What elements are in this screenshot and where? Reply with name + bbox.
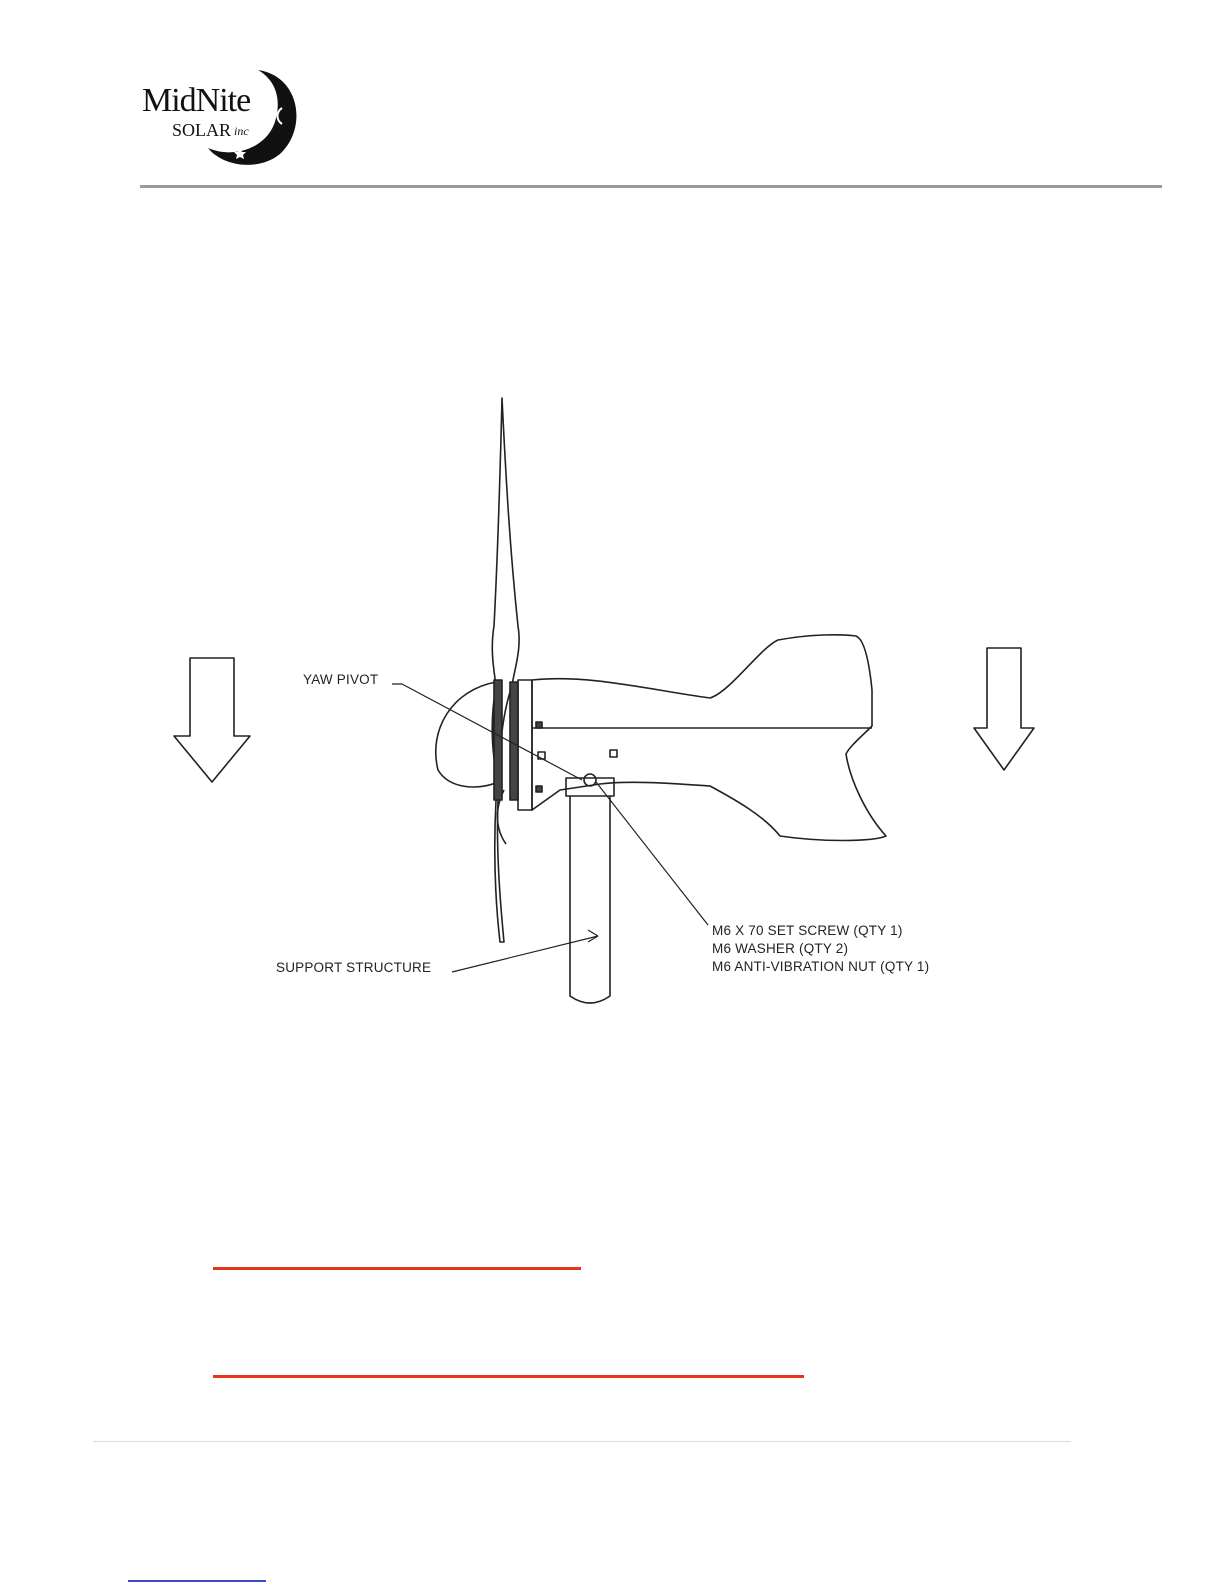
nose-cone bbox=[436, 682, 498, 787]
red-underline-2 bbox=[213, 1375, 804, 1378]
hardware-line-1: M6 X 70 SET SCREW (QTY 1) bbox=[712, 923, 903, 938]
left-arrow-icon bbox=[174, 658, 250, 782]
right-arrow-icon bbox=[974, 648, 1034, 770]
logo-wordmark: MidNite bbox=[142, 82, 251, 119]
logo-inc: inc bbox=[234, 124, 249, 138]
rotor-blade bbox=[492, 398, 519, 942]
hub-plates bbox=[494, 680, 532, 810]
support-pole bbox=[566, 778, 614, 1003]
support-structure-label: SUPPORT STRUCTURE bbox=[276, 960, 432, 975]
hardware-line-2: M6 WASHER (QTY 2) bbox=[712, 941, 849, 956]
company-logo bbox=[140, 68, 310, 172]
yaw-pivot-label: YAW PIVOT bbox=[303, 672, 379, 687]
red-underline-1 bbox=[213, 1267, 581, 1270]
logo-solar: SOLAR bbox=[172, 120, 232, 140]
hardware-line-3: M6 ANTI-VIBRATION NUT (QTY 1) bbox=[712, 959, 930, 974]
wind-turbine-diagram bbox=[160, 390, 1060, 1030]
footer-link-underline[interactable] bbox=[128, 1580, 266, 1582]
header-rule bbox=[140, 185, 1162, 188]
turbine-body bbox=[532, 635, 886, 841]
footer-rule bbox=[93, 1441, 1071, 1442]
